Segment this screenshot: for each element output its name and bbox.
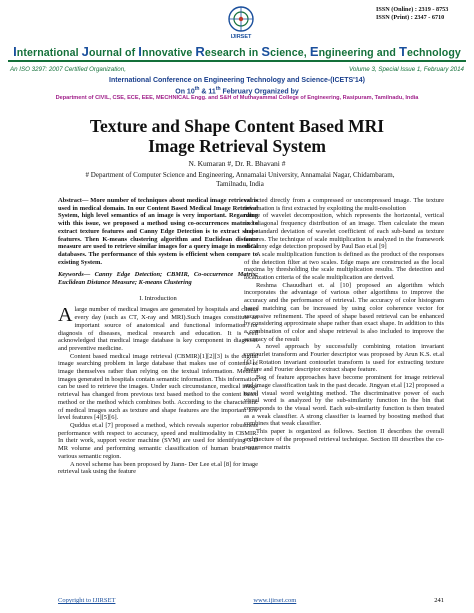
journal-title-capital: T [398, 44, 408, 59]
title-line-1: Texture and Shape Content Based MRI [89, 116, 385, 136]
authors: N. Kumaran #, Dr. R. Bhavani # [188, 159, 286, 168]
journal-title-capital: J [81, 44, 90, 59]
right-paragraph-4: Reshma Chauudhari et. al [10] proposed an algorithm which incorporates the advantage of various other algorithms to improve the accuracy and the performance of retrieval. The accuracy of color histogram based matching can be increased by using color coherence vector for successive refinement. The speed of shape based retrieval can be enhanced by considering approximate shape rather than exact shape. In addition to this a combination of color and shape retrieval is also included to improve the accuracy of the result [244, 281, 444, 343]
issn-block [376, 6, 466, 22]
journal-title-word: echnology [407, 47, 461, 59]
copyright-link[interactable]: Copyright to IJIRSET [58, 597, 116, 604]
intro-paragraph-4: A novel scheme has been proposed by Jiann- Der Lee et.al [8] for image retrieval task using the feature [58, 460, 258, 476]
journal-title-capital: I [13, 44, 17, 59]
issn-online: ISSN (Online) : 2319 - 8753 [376, 6, 449, 13]
journal-title-word: esearch in [204, 47, 262, 59]
journal-title-word: nnovative [142, 47, 196, 59]
section-heading-introduction: I. Introduction [139, 294, 177, 302]
page-footer [58, 597, 444, 604]
affiliation: # Department of Computer Science and Engineering, Annamalai University, Annamalai Nagar, Chidambaram, Tamilnadu, India [85, 171, 395, 188]
abstract: Abstract— More number of techniques about medical image retrieval is used in medical domain. In our Content Based Medical Image Retrieval System, high level semantics of an image is very important. Regarding with this issue, we proposed a method using co-occurrences matrix to extract texture features and Canny Edge Detection is to extract shape features. Then K-means clustering algorithm and Euclidean distance measure are used to retrieve similar images for a query image in medical databases. The performance of this system is efficient when compare to existing System. [58, 197, 258, 266]
journal-title-capital: I [138, 44, 142, 59]
logo-text: IJIRSET [230, 34, 252, 40]
right-column [244, 197, 444, 451]
right-paragraph-6: Bag of feature approaches have become prominent for image retrieval and image classification task in the past decade. Jingyan et.al [12] proposed a novel visual word weighting method. The discriminative power of each visual word is analyzed by the sub-similarity function in the bin that corresponds to the visual word. Each sub-similarity function is then treated as a weak classifier. A strong classifier is learned by boosting method that combines that weak classifier. [244, 374, 444, 428]
website-link[interactable]: www.ijirset.com [253, 597, 297, 604]
journal-title-word: cience, [270, 47, 310, 59]
journal-title-word: ngineering and [318, 47, 399, 59]
journal-title-capital: E [309, 44, 319, 59]
left-column [58, 197, 258, 476]
header-rule [8, 60, 466, 62]
iso-volume-line [10, 66, 464, 73]
intro-paragraph-3: Quddus et.al [7] proposed a method, which reveals superior robustness performance with respect to accuracy, speed and multimodality in CBMIR. In their work, support vector machine (SVM) are used for identifying 3-D MR volume and performing semantic classification of human brain into various semantic region. [58, 421, 258, 460]
intro-paragraph-1: Alarge number of medical images are generated by hospitals and clinics every day (such as CT, X-ray and MRI).Such images constitute an important source of anatomical and functional information for diagnosis of diseases, medical research and education. It is well acknowledged that medical image database is key component in diagnosis and preventive medicine. [58, 304, 258, 352]
journal-title-capital: R [195, 44, 205, 59]
title-line-2: Image Retrieval System [148, 136, 326, 156]
iso-certification: An ISO 3297: 2007 Certified Organization, [10, 66, 126, 73]
conference-dates: On 10th & 11th February Organized by [175, 86, 299, 96]
journal-title [0, 44, 474, 59]
conference-name: International Conference on Engineering Technology and Science-(ICETS'14) [109, 77, 365, 84]
right-paragraph-3: A scale multiplication function is defined as the product of the responses of the detection filter at two scales. Edge maps are constructed as the local maxima by thresholding the scale multiplication results. The detection and localization criteria of the scale multiplication are derived. [244, 250, 444, 282]
issn-print: ISSN (Print) : 2347 - 6710 [376, 14, 445, 21]
keywords: Keywords— Canny Edge Detection; CBMIR, Co-occurrence Matrix; Euclidean Distance Measure; K-means Clustering [58, 271, 258, 287]
volume-info: Volume 3, Special Issue 1, February 2014 [349, 66, 464, 73]
drop-cap: A [58, 304, 73, 327]
journal-title-capital: S [261, 44, 271, 59]
page-number: 241 [434, 597, 444, 604]
journal-title-word: nternational [16, 47, 82, 59]
right-paragraph-7: This paper is organized as follows. Section II describes the overall architecture of the proposed retrieval technique. Section III describes the co-occurrence matrix [244, 428, 444, 451]
right-paragraph-5: A novel approach by successfully combining rotation invariant contourlet transform and Fourier descriptor was proposed by Arun K.S. et.al [11]. Rotation invariant contourlet transform is used for extracting texture feature and Fourier descriptor extract shape feature. [244, 343, 444, 374]
organizer-line: Department of CIVIL, CSE, ECE, EEE, MECHNICAL Engg. and S&H of Muthayammal College of Engineering, Rasipuram, Tamilnadu, India [55, 95, 419, 101]
intro-paragraph-2: Content based medical image retrieval (CBMIR)[1][2][3] is the digital image searching problem in large database that makes use of contents of image themselves rather than relying on the textual information. Medical images generated in hospitals contain semantic information. This information can be used to retrieve the images. Under such circumstance, medical image retrieval has changed from previous text based method to the content based method or the method which combines both. According to the characteristic of medical images such as texture and shape features are the important low level features [4][5][6]. [58, 352, 258, 422]
right-paragraph-2: nature of wavelet decomposition, which represents the horizontal, vertical and diagonal frequency distribution of an image. Then calculate the mean and standard deviation of wavelet coefficient of each sub-band as texture features. The technique of scale multiplication is analyzed in the framework of Canny edge detection proposed by Paul Bao et.al [9] [244, 212, 444, 251]
right-paragraph-1: extracted directly from a compressed or uncompressed image. The texture information is first extracted by exploiting the multi-resolution [244, 197, 444, 212]
journal-title-word: ournal of [89, 47, 139, 59]
paper-title [0, 116, 474, 156]
conference-info [0, 77, 474, 97]
